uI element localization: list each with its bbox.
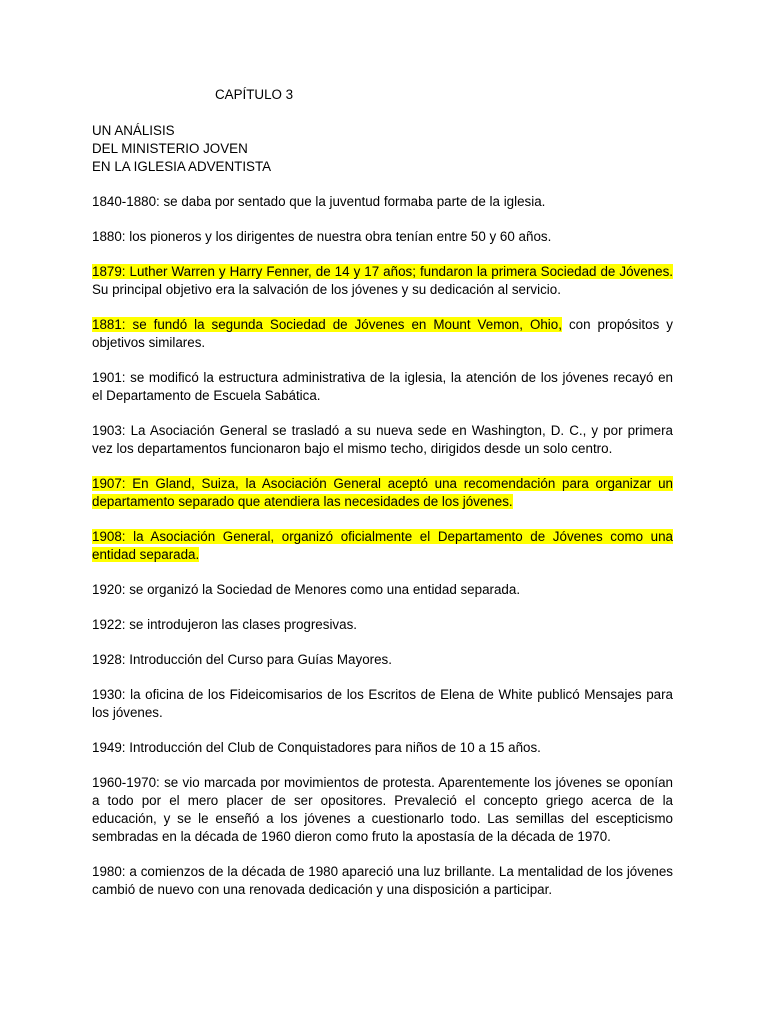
paragraph-1922: [92, 616, 673, 634]
title-line: EN LA IGLESIA ADVENTISTA: [92, 159, 272, 174]
document-title: [92, 122, 673, 176]
title-line: UN ANÁLISIS: [92, 123, 175, 138]
paragraph-text: 1930: la oficina de los Fideicomisarios de los Escritos de Elena de White publicó Mensajes para los jóvenes.: [92, 687, 673, 720]
paragraph-1920: [92, 581, 673, 599]
paragraph-text: 1920: se organizó la Sociedad de Menores como una entidad separada.: [92, 582, 521, 597]
paragraph-text: 1903: La Asociación General se trasladó a su nueva sede en Washington, D. C., y por primera vez los departamentos funcionaron bajo el mismo techo, dirigidos desde un solo centro.: [92, 423, 673, 456]
highlighted-text: 1908: la Asociación General, organizó oficialmente el Departamento de Jóvenes como una entidad separada.: [92, 529, 673, 562]
paragraph-1908: [92, 528, 673, 564]
paragraph-text: con propósitos y objetivos similares.: [92, 317, 673, 350]
paragraph-1903: [92, 422, 673, 458]
paragraph-1980: [92, 863, 673, 899]
paragraph-1840: [92, 193, 673, 211]
paragraph-1907: [92, 475, 673, 511]
paragraph-1881: [92, 316, 673, 352]
paragraph-1928: [92, 651, 673, 669]
paragraph-text: 1928: Introducción del Curso para Guías Mayores.: [92, 652, 392, 667]
chapter-heading: CAPÍTULO 3: [215, 87, 294, 102]
paragraph-text: Su principal objetivo era la salvación de los jóvenes y su dedicación al servicio.: [92, 282, 561, 297]
paragraph-text: 1901: se modificó la estructura administrativa de la iglesia, la atención de los jóvenes recayó en el Departamento de Escuela Sabática.: [92, 370, 673, 403]
paragraph-text: 1840-1880: se daba por sentado que la juventud formaba parte de la iglesia.: [92, 194, 546, 209]
paragraph-1930: [92, 686, 673, 722]
highlighted-text: 1907: En Gland, Suiza, la Asociación General aceptó una recomendación para organizar un departamento separado que atendiera las necesidades de los jóvenes.: [92, 476, 673, 509]
paragraph-text: 1880: los pioneros y los dirigentes de nuestra obra tenían entre 50 y 60 años.: [92, 229, 552, 244]
paragraph-text: 1980: a comienzos de la década de 1980 apareció una luz brillante. La mentalidad de los jóvenes cambió de nuevo con una renovada dedicación y una disposición a participar.: [92, 864, 673, 897]
highlighted-text: 1881: se fundó la segunda Sociedad de Jóvenes en Mount Vemon, Ohio,: [92, 317, 562, 332]
paragraph-1901: [92, 369, 673, 405]
title-line: DEL MINISTERIO JOVEN: [92, 141, 248, 156]
paragraph-1960: [92, 774, 673, 846]
paragraph-1879: [92, 263, 673, 299]
paragraph-text: 1960-1970: se vio marcada por movimientos de protesta. Aparentemente los jóvenes se oponían a todo por el mero placer de ser opositores. Prevaleció el concepto griego acerca de la educación, y se le enseñó a los jóvenes a cuestionarlo todo. Las semillas del escepticismo sembradas en la década de 1960 dieron como fruto la apostasía de la década de 1970.: [92, 775, 673, 844]
paragraph-text: 1949: Introducción del Club de Conquistadores para niños de 10 a 15 años.: [92, 740, 541, 755]
paragraph-text: 1922: se introdujeron las clases progresivas.: [92, 617, 357, 632]
paragraph-1949: [92, 739, 673, 757]
document-page: [92, 86, 673, 916]
paragraph-1880: [92, 228, 673, 246]
highlighted-text: 1879: Luther Warren y Harry Fenner, de 14 y 17 años; fundaron la primera Sociedad de Jóvenes.: [92, 264, 673, 279]
